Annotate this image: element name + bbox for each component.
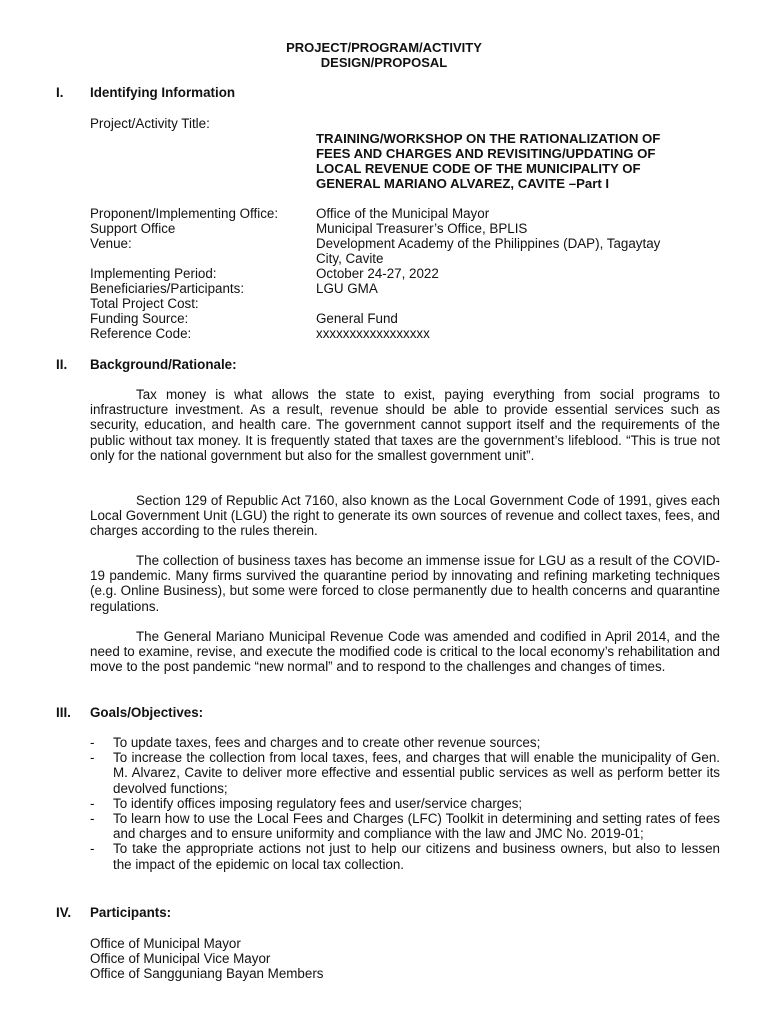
list-item: [90, 735, 720, 750]
document-title-line-2: DESIGN/PROPOSAL: [320, 55, 448, 70]
section-1-number: I.: [56, 85, 64, 100]
info-value-reference: xxxxxxxxxxxxxxxxx: [316, 326, 430, 341]
goal-text: To update taxes, fees and charges and to create other revenue sources;: [113, 735, 541, 750]
project-title-line-3: LOCAL REVENUE CODE OF THE MUNICIPALITY OF: [316, 161, 641, 176]
section-4-number: IV.: [56, 905, 72, 920]
info-label-venue: Venue:: [90, 236, 132, 251]
info-label-total-cost: Total Project Cost:: [90, 296, 199, 311]
section-1-heading: Identifying Information: [90, 85, 236, 100]
goal-text: To identify offices imposing regulatory fees and user/service charges;: [113, 795, 523, 811]
document-title-line-1: PROJECT/PROGRAM/ACTIVITY: [286, 40, 482, 55]
list-item: [90, 841, 720, 871]
background-paragraph-1: Tax money is what allows the state to exist, paying everything from social programs to infrastructure investment. As a result, revenue should be able to provide essential services such as security, education, and health care. The government cannot support itself and the requirements of the public without tax money. It is frequently stated that taxes are the government’s lifeblood. “This is true not only for the national government but also for the smallest government unit”.: [90, 387, 720, 463]
list-dash: -: [90, 841, 95, 857]
goal-text: To take the appropriate actions not just to help our citizens and business owners, but also to lessen the impact of the epidemic on local tax collection.: [113, 841, 720, 872]
background-paragraph-4: The General Mariano Municipal Revenue Code was amended and codified in April 2014, and the need to examine, revise, and execute the modified code is critical to the local economy’s rehabilitation and move to the post pandemic “new normal” and to respond to the challenges and changes of times.: [90, 629, 720, 675]
section-2-number: II.: [56, 357, 68, 372]
background-paragraph-2: Section 129 of Republic Act 7160, also known as the Local Government Code of 1991, gives each Local Government Unit (LGU) the right to generate its own sources of revenue and collect taxes, fees, and charges according to the rules therein.: [90, 493, 720, 539]
project-title-line-4: GENERAL MARIANO ALVAREZ, CAVITE –Part I: [316, 176, 610, 191]
project-title-label: Project/Activity Title:: [90, 116, 210, 131]
info-value-period: October 24-27, 2022: [316, 266, 439, 281]
section-4-heading: Participants:: [90, 905, 172, 920]
info-value-venue: Development Academy of the Philippines (DAP), Tagaytay: [316, 236, 661, 251]
info-label-beneficiaries: Beneficiaries/Participants:: [90, 281, 245, 296]
info-label-period: Implementing Period:: [90, 266, 217, 281]
list-dash: -: [90, 811, 95, 827]
participant-item: Office of Municipal Mayor: [90, 936, 241, 951]
project-title-line-2: FEES AND CHARGES AND REVISITING/UPDATING OF: [316, 146, 656, 161]
info-value-funding: General Fund: [316, 311, 398, 326]
section-2-heading: Background/Rationale:: [90, 357, 237, 372]
info-value-venue-cont: City, Cavite: [316, 251, 384, 266]
info-label-funding: Funding Source:: [90, 311, 189, 326]
project-title-line-1: TRAINING/WORKSHOP ON THE RATIONALIZATION OF: [316, 131, 661, 146]
list-dash: -: [90, 750, 95, 766]
goal-text: To increase the collection from local taxes, fees, and charges that will enable the municipality of Gen. M. Alvarez, Cavite to deliver more effective and essential public services as well as perform better its devolved functions;: [113, 750, 720, 796]
goal-text: To learn how to use the Local Fees and Charges (LFC) Toolkit in determining and setting rates of fees and charges and to ensure uniformity and compliance with the law and JMC No. 2019-01;: [113, 811, 720, 842]
info-label-support-office: Support Office: [90, 221, 176, 236]
participant-item: Office of Sangguniang Bayan Members: [90, 966, 324, 981]
goals-list: [90, 735, 720, 872]
info-value-support-office: Municipal Treasurer’s Office, BPLIS: [316, 221, 528, 236]
section-3-number: III.: [56, 705, 71, 720]
info-label-proponent: Proponent/Implementing Office:: [90, 206, 279, 221]
participant-item: Office of Municipal Vice Mayor: [90, 951, 271, 966]
section-3-heading: Goals/Objectives:: [90, 705, 204, 720]
list-item: [90, 796, 720, 811]
list-item: [90, 750, 720, 796]
info-value-beneficiaries: LGU GMA: [316, 281, 378, 296]
info-label-reference: Reference Code:: [90, 326, 192, 341]
list-dash: -: [90, 795, 95, 811]
list-item: [90, 811, 720, 841]
background-paragraph-3: The collection of business taxes has become an immense issue for LGU as a result of the COVID-19 pandemic. Many firms survived the quarantine period by innovating and refining marketing techniques (e.g. Online Business), but some were forced to close permanently due to health concerns and quarantine regulations.: [90, 553, 720, 614]
list-dash: -: [90, 735, 95, 750]
info-value-proponent: Office of the Municipal Mayor: [316, 206, 490, 221]
